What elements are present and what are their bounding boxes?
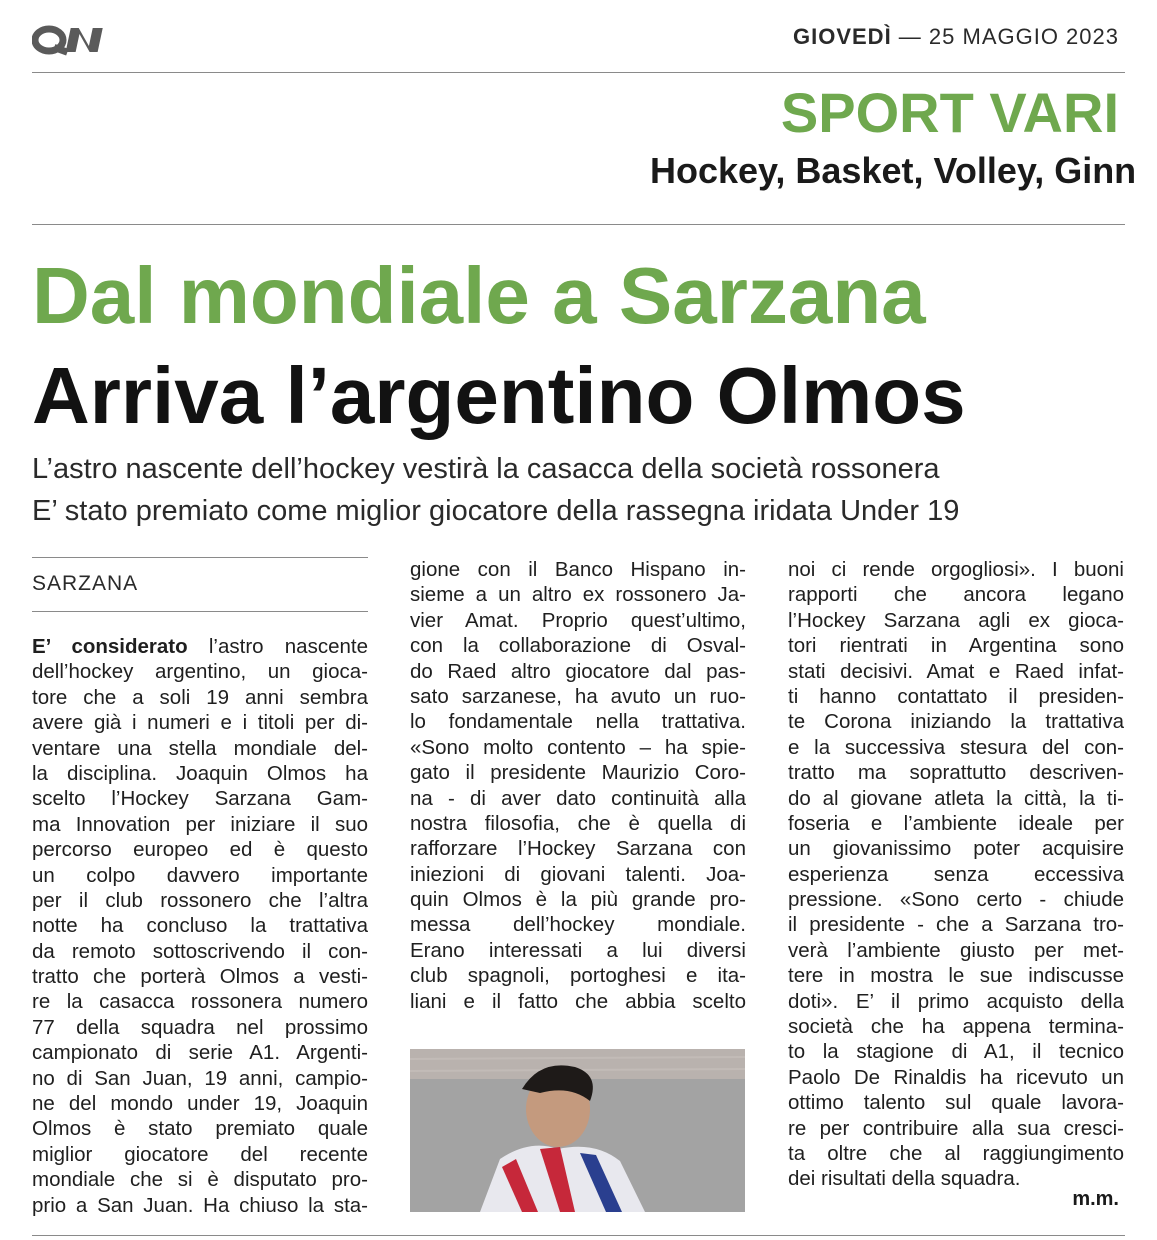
column-line: noi ci rende orgogliosi». I buoni [788,558,1124,581]
column-line: dell’hockey argentino, un gioca- [32,660,368,684]
column-line: no di San Juan, 19 anni, campio- [32,1066,368,1090]
author-signature: m.m. [1072,1188,1119,1210]
player-photo [410,1049,745,1212]
column-line: quin Olmos è la più grande pro- [410,888,746,912]
dateline-rule-bottom [32,611,368,612]
column-line: gione con il Banco Hispano in- [410,558,746,581]
column-line: stati decisivi. Amat e Raed infat- [788,659,1124,683]
column-line: tori rientrati in Argentina sono [788,634,1124,658]
column-line: messa dell’hockey mondiale. [410,913,746,937]
qn-logo-icon [32,22,110,60]
column-line: doti». E’ il primo acquisto della [788,989,1124,1013]
column-line: tratto ma soprattutto descriven- [788,761,1124,785]
column-line: miglior giocatore del recente [32,1142,368,1166]
column-line: pressione. «Sono certo - chiude [788,888,1124,912]
column-line: na - di aver dato continuità alla [410,786,746,810]
column-line: Paolo De Rinaldis ha ricevuto un [788,1065,1124,1089]
column-line: un giovanissimo poter acquisire [788,837,1124,861]
column-line: dei risultati della squadra. [788,1167,1021,1191]
column-line: per il club rossonero che l’altra [32,888,368,912]
column-line: sato sarzanese, ha avuto un ruo- [410,684,746,708]
article-deck [32,448,1132,532]
header-rule [32,72,1125,73]
column-line: la disciplina. Joaquin Olmos ha [32,761,368,785]
column-line: tratto che porterà Olmos a vesti- [32,965,368,989]
column-line: mondiale che si è disputato pro- [32,1168,368,1192]
dateline: SARZANA [32,572,139,595]
column-line: sieme a un altro ex rossonero Ja- [410,583,746,607]
section-subtitle: Hockey, Basket, Volley, Ginn [650,150,1137,191]
column-line: esperienza senza eccessiva [788,862,1124,886]
column-line: vier Amat. Proprio quest’ultimo, [410,608,746,632]
headline-black: Arriva l’argentino Olmos [32,351,966,440]
column-line: do Raed altro giocatore dal pas- [410,659,746,683]
column-line: do al giovane atleta la città, la ti- [788,786,1124,810]
column-line: iniezioni di giovani talenti. Joa- [410,862,746,886]
column-line: te Corona iniziando la trattativa [788,710,1124,734]
column-line: Erano interessati a lui diversi [410,938,746,962]
article-column-1 [32,634,368,1218]
column-line: ti hanno contattato il presiden- [788,684,1124,708]
column-line: to la stagione di A1, il tecnico [788,1040,1124,1064]
column-line: re la casacca rossonera numero [32,990,368,1014]
column-line: liani e il fatto che abbia scelto [410,989,746,1013]
column-line: gato il presidente Maurizio Coro- [410,761,746,785]
column-line: notte ha concluso la trattativa [32,914,368,938]
article-column-3 [788,557,1124,1192]
lead-bold: E’ considerato [32,635,188,658]
column-line: 77 della squadra nel prossimo [32,1015,368,1039]
column-line: ne del mondo under 19, Joaquin [32,1092,368,1116]
column-line: tere in mostra le sue indiscusse [788,964,1124,988]
column-line: verà l’ambiente giusto per met- [788,938,1124,962]
column-line: lo fondamentale nella trattativa. [410,710,746,734]
deck-line: L’astro nascente dell’hockey vestirà la casacca della società rossonera [32,453,940,485]
article-column-2 [410,557,746,1014]
column-line: club spagnoli, portoghesi e ita- [410,964,746,988]
issue-date [793,24,1119,50]
column-line: «Sono molto contento – ha spie- [410,735,746,759]
column-line: prio a San Juan. Ha chiuso la sta- [32,1193,368,1217]
dateline-rule [32,557,368,558]
column-line: con la collaborazione di Osval- [410,634,746,658]
column-line: l’Hockey Sarzana agli ex gioca- [788,608,1124,632]
column-line: un colpo davvero importante [32,863,368,887]
column-line: ma Innovation per iniziare il suo [32,812,368,836]
column-line: scelto l’Hockey Sarzana Gam- [32,787,368,811]
column-line: nostra filosofia, che è quella di [410,811,746,835]
column-line: rapporti che ancora legano [788,583,1124,607]
column-line: ta oltre che al raggiungimento [788,1141,1124,1165]
column-line: avere già i numeri e i titoli per di- [32,711,368,735]
lead-rest: l’astro nascente [187,635,368,658]
column-line: Olmos è stato premiato quale [32,1117,368,1141]
column-line: foseria e l’ambiente ideale per [788,811,1124,835]
section-rule [32,224,1125,225]
column-line: il presidente - che a Sarzana tro- [788,913,1124,937]
column-line: ventare una stella mondiale del- [32,736,368,760]
column-line [32,634,368,659]
column-line: re per contribuire alla sua cresci- [788,1116,1124,1140]
column-line: ottimo talento sul quale lavora- [788,1091,1124,1115]
column-line: percorso europeo ed è questo [32,838,368,862]
section-title: SPORT VARI [780,81,1119,144]
footer-rule [32,1235,1125,1236]
column-line: campionato di serie A1. Argenti- [32,1041,368,1065]
headline-green: Dal mondiale a Sarzana [32,251,926,340]
issue-date-rest: — 25 MAGGIO 2023 [891,24,1119,49]
column-line: da remoto sottoscrivendo il con- [32,939,368,963]
column-line: rafforzare l’Hockey Sarzana con [410,837,746,861]
issue-day: GIOVEDÌ [793,24,892,49]
deck-line: E’ stato premiato come miglior giocatore della rassegna iridata Under 19 [32,495,960,527]
column-line: società che ha appena termina- [788,1015,1124,1039]
column-line: tore che a soli 19 anni sembra [32,685,368,709]
column-line: e la successiva stesura del con- [788,735,1124,759]
